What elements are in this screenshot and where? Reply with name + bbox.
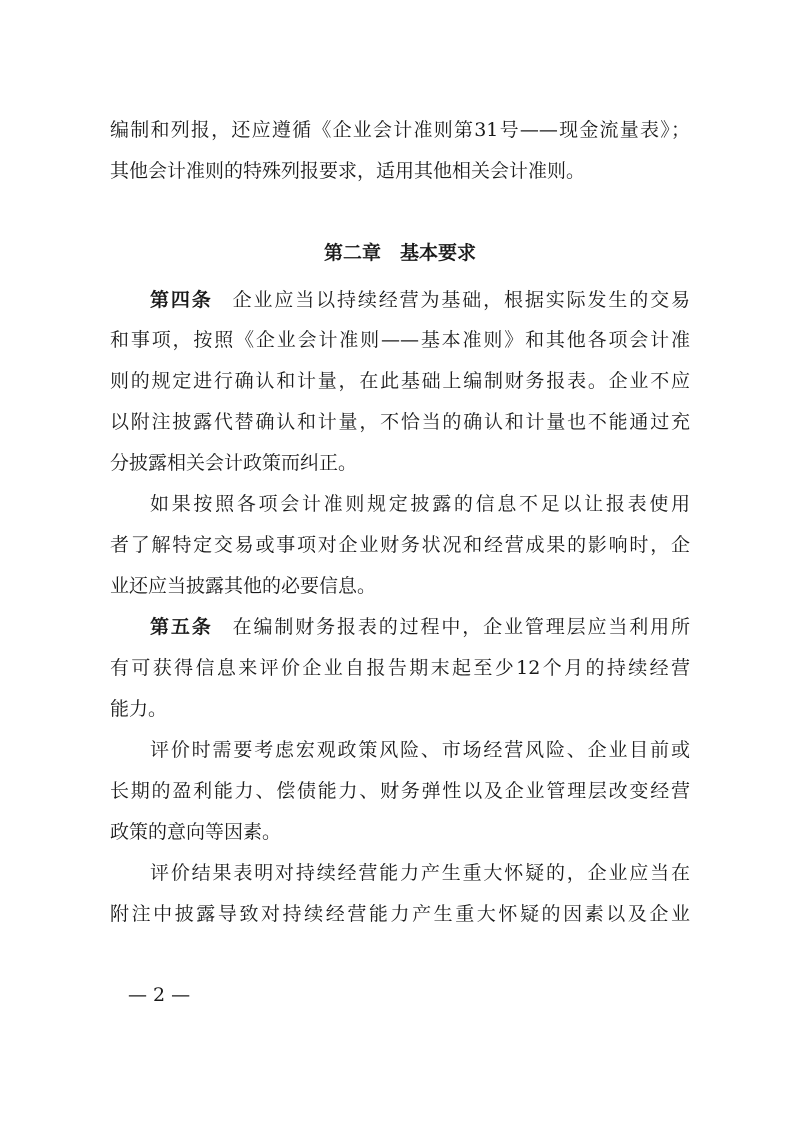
text-line: 评价时需要考虑宏观政策风险、市场经营风险、企业目前或 (150, 739, 690, 761)
text-line: 在编制财务报表的过程中，企业管理层应当利用所 (232, 616, 690, 638)
text-line: 企业应当以持续经营为基础，根据实际发生的交易 (232, 289, 690, 311)
text-line: 政策的意向等因素。 (110, 821, 282, 843)
text-line: 长期的盈利能力、偿债能力、财务弹性以及企业管理层改变经营 (110, 780, 690, 802)
article-4-first-line (150, 287, 690, 313)
article-5-label: 第五条 (150, 616, 213, 638)
article-4-label: 第四条 (150, 289, 213, 311)
text-line: 如果按照各项会计准则规定披露的信息不足以让报表使用 (150, 493, 690, 515)
text-line: 则的规定进行确认和计量，在此基础上编制财务报表。企业不应 (110, 370, 690, 392)
text-line: 附注中披露导致对持续经营能力产生重大怀疑的因素以及企业 (110, 903, 690, 925)
text-line: 分披露相关会计政策而纠正。 (110, 452, 358, 474)
text-line: 和事项，按照《企业会计准则——基本准则》和其他各项会计准 (110, 329, 690, 351)
text-line: 其他会计准则的特殊列报要求，适用其他相关会计准则。 (110, 160, 586, 182)
text-line: 有可获得信息来评价企业自报告期末起至少12个月的持续经营 (110, 657, 690, 679)
text-line: 编制和列报，还应遵循《企业会计准则第31号——现金流量表》； (110, 119, 690, 141)
text-line: 以附注披露代替确认和计量，不恰当的确认和计量也不能通过充 (110, 411, 690, 433)
text-line: 能力。 (110, 698, 168, 720)
page-number: — 2 — (128, 984, 191, 1006)
text-line: 评价结果表明对持续经营能力产生重大怀疑的，企业应当在 (150, 862, 690, 884)
article-5-first-line (150, 614, 690, 640)
chapter-heading: 第二章 基本要求 (323, 242, 476, 264)
text-line: 业还应当披露其他的必要信息。 (110, 575, 377, 597)
text-line: 者了解特定交易或事项对企业财务状况和经营成果的影响时，企 (110, 534, 690, 556)
